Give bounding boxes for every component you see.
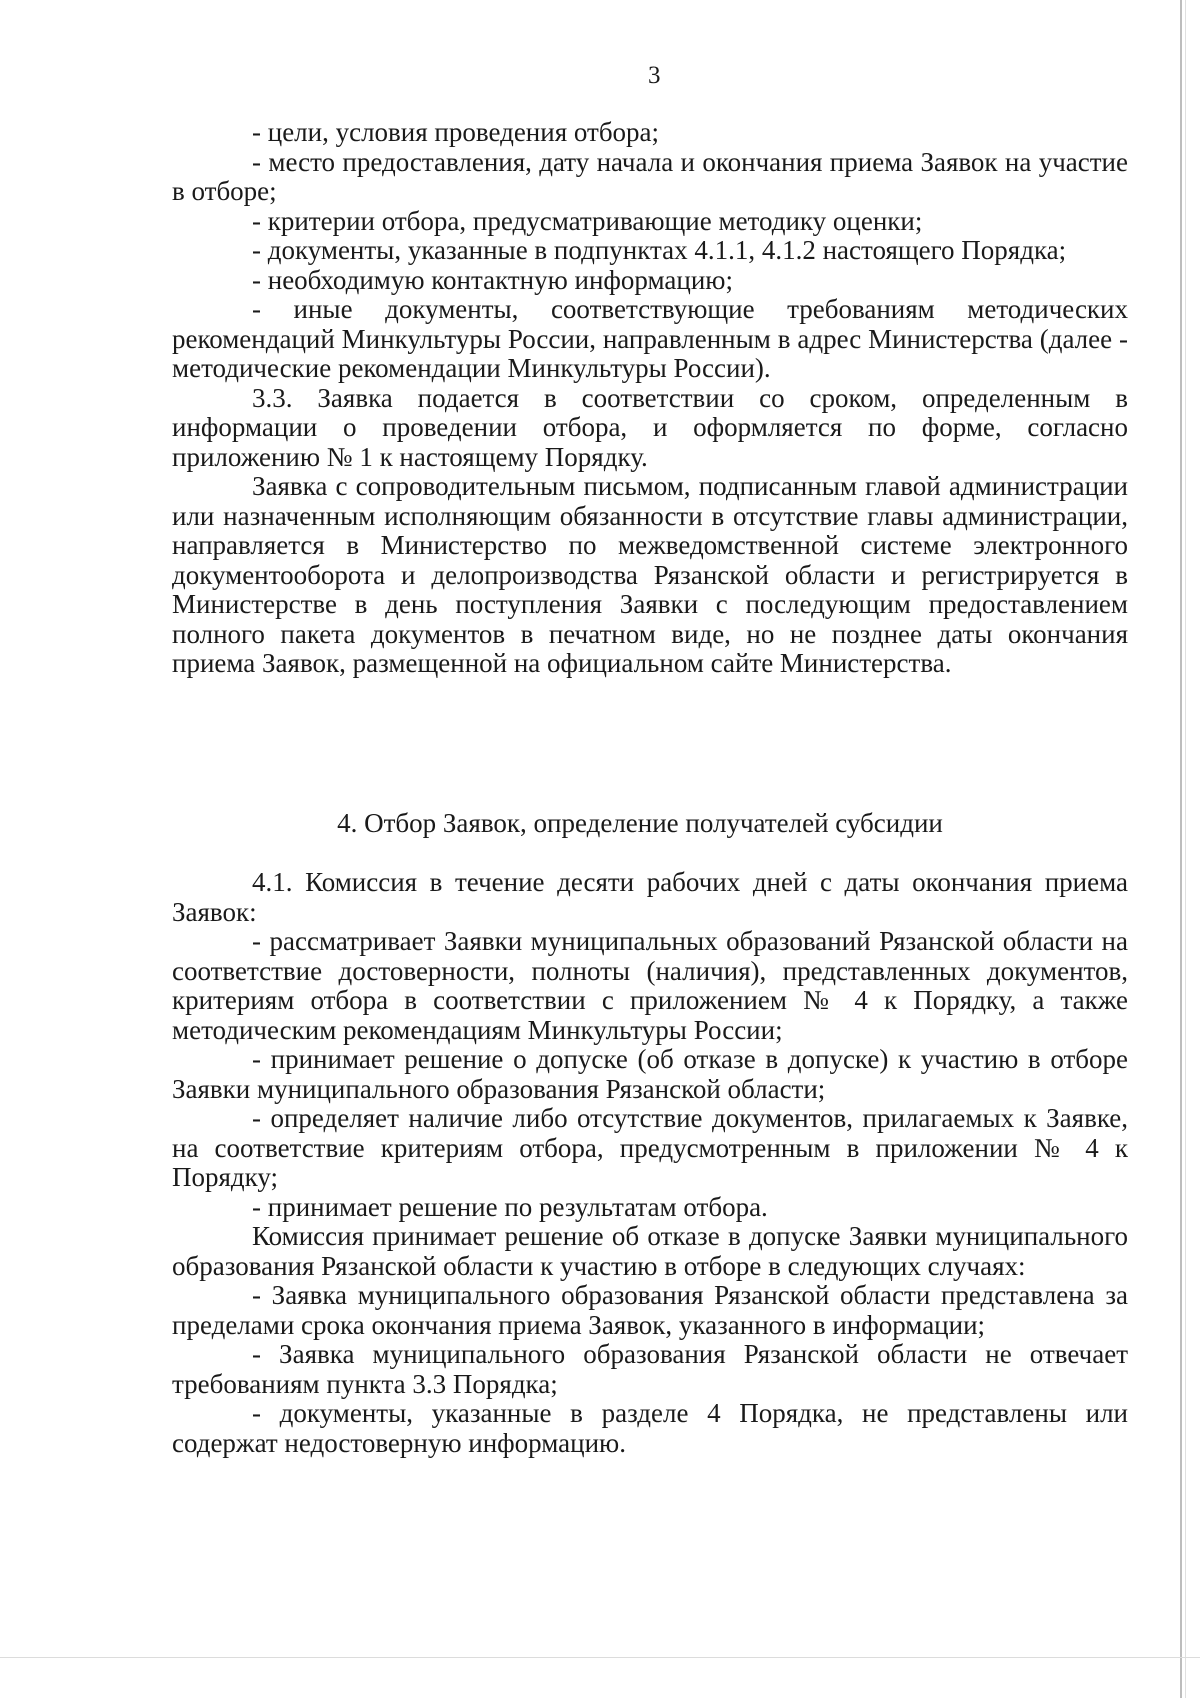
paragraph: - Заявка муниципального образования Рязанской области представлена за пределами срока окончания приема Заявок, указанного в информации; — [172, 1280, 1128, 1340]
paragraph: - документы, указанные в разделе 4 Порядка, не представлены или содержат недостоверную информацию. — [172, 1398, 1128, 1458]
page-number: 3 — [648, 62, 661, 89]
paragraph: Заявка с сопроводительным письмом, подписанным главой администрации или назначенным исполняющим обязанности в отсутствие главы администрации, направляется в Министерство по межведомственной системе электронного документооборота и делопроизводства Рязанской области и регистрируется в Министерстве в день поступления Заявки с последующим предоставлением полного пакета документов в печатном виде, но не позднее даты окончания приема Заявок, размещенной на официальном сайте Министерства. — [172, 471, 1128, 678]
scan-edge-line — [1185, 0, 1186, 1698]
section-heading: 4. Отбор Заявок, определение получателей субсидии — [337, 808, 943, 838]
paragraph: - определяет наличие либо отсутствие документов, прилагаемых к Заявке, на соответствие критериям отбора, предусмотренным в приложении № 4 к Порядку; — [172, 1103, 1128, 1192]
text-block-top — [172, 118, 1128, 679]
paragraph: - место предоставления, дату начала и окончания приема Заявок на участие в отборе; — [172, 146, 1128, 206]
paragraph: - необходимую контактную информацию; — [252, 264, 733, 295]
scan-edge-line — [1180, 0, 1182, 1698]
paragraph: Комиссия принимает решение об отказе в допуске Заявки муниципального образования Рязанской области к участию в отборе в следующих случаях: — [172, 1221, 1128, 1281]
paragraph: - документы, указанные в подпунктах 4.1.1, 4.1.2 настоящего Порядка; — [252, 235, 1067, 265]
paragraph: - Заявка муниципального образования Рязанской области не отвечает требованиям пункта 3.3 Порядка; — [172, 1339, 1128, 1399]
text-block-bottom — [172, 868, 1128, 1458]
paragraph: 3.3. Заявка подается в соответствии со сроком, определенным в информации о проведении отбора, и оформляется по форме, согласно приложению № 1 к настоящему Порядку. — [172, 382, 1128, 472]
paragraph: - критерии отбора, предусматривающие методику оценки; — [252, 205, 923, 236]
paragraph: - цели, условия проведения отбора; — [252, 117, 660, 147]
paragraph: - рассматривает Заявки муниципальных образований Рязанской области на соответствие достоверности, полноты (наличия), представленных документов, критериям отбора в соответствии с приложением № 4 к Порядку, а также методическим рекомендациям Минкультуры России; — [172, 926, 1128, 1045]
paragraph: - принимает решение по результатам отбора. — [252, 1191, 768, 1222]
paragraph: 4.1. Комиссия в течение десяти рабочих дней с даты окончания приема Заявок: — [172, 867, 1128, 927]
paragraph: - принимает решение о допуске (об отказе в допуске) к участию в отборе Заявки муниципального образования Рязанской области; — [172, 1044, 1128, 1104]
scan-bottom-line — [0, 1657, 1200, 1658]
paragraph: - иные документы, соответствующие требованиям методических рекомендаций Минкультуры России, направленным в адрес Министерства (далее - методические рекомендации Минкультуры России). — [172, 294, 1128, 383]
